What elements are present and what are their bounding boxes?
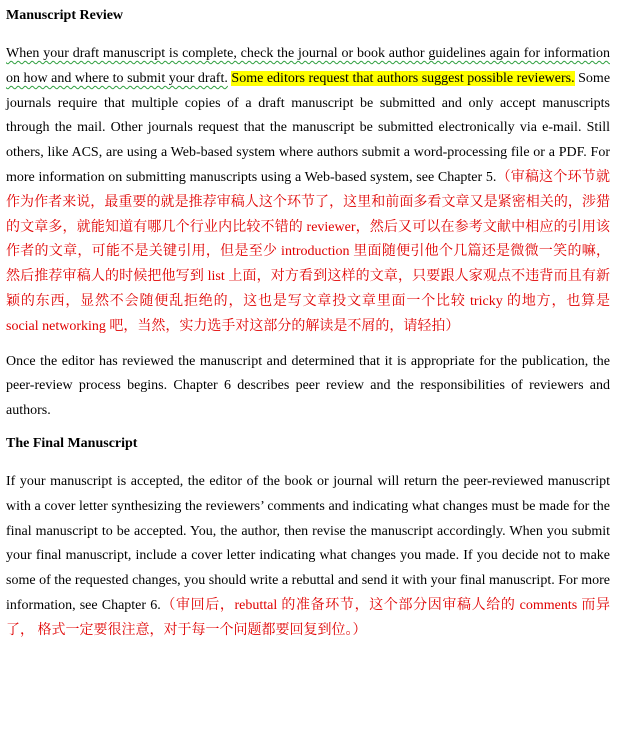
- paragraph-peer-review: Once the editor has reviewed the manuscript and determined that it is appropriate for the publication, the peer-review process begins. Chapter 6 describes peer review and the responsibilities of reviewers and authors.: [6, 353, 610, 419]
- highlighted-text: Some editors request that authors suggest possible reviewers.: [231, 70, 575, 86]
- paragraph-body-text: If your manuscript is accepted, the editor of the book or journal will return the peer-reviewed manuscript with a cover letter synthesizing the reviewers’ comments and indicating what changes must be made for the final manuscript to be accepted. You, the author, then revise the manuscript accordingly. When you submit your final manuscript, include a cover letter indicating what changes you made. If you decide not to make some of the requested changes, you should write a rebuttal and send it with your final manuscript. For more information, see Chapter 6.: [6, 473, 610, 613]
- paragraph-body-text: Some journals require that multiple copies of a draft manuscript be submitted and only accept manuscripts through the mail. Other journals request that the manuscript be submitted electronically via e-mail. Still others, like ACS, are using a Web-based system where authors submit a word-processing file or a PDF. For more information on submitting manuscripts using a Web-based system, see Chapter 5.: [6, 70, 611, 185]
- chinese-annotation: （审稿这个环节就作为作者来说，最重要的就是推荐审稿人这个环节了，这里和前面多看文章又是紧密相关的，涉猎的文章多，就能知道有哪几个行业内比较不错的 reviewer，然后又可以在参考文献中相应的引用该作者的文章，可能不是关键引用，但是至少 introduction 里面随便引他个几篇还是微微一笑的嘛，然后推荐审稿人的时候把他写到 list 上面，对方看到这样的文章，只要跟人家观点不违背而且有新颖的东西，显然不会随便乱拒绝的，这也是写文章投文章里面一个比较 tricky 的地方，也算是 social networking 吧，当然，实力选手对这部分的解读是不屑的，请轻拍）: [6, 169, 610, 334]
- chinese-annotation: （审回后，rebuttal 的准备环节，这个部分因审稿人给的 comments 而异了， 格式一定要很注意，对于每一个问题都要回复到位。）: [6, 597, 610, 638]
- paragraph-manuscript-review: [6, 42, 610, 340]
- grammar-underlined-text: When your draft manuscript is complete, check the journal or book author guidelines again for information on how and where to submit your draft.: [6, 46, 610, 86]
- heading-manuscript-review: Manuscript Review: [6, 8, 124, 23]
- heading-final-manuscript: The Final Manuscript: [6, 435, 138, 451]
- paragraph-final-manuscript: [6, 470, 610, 644]
